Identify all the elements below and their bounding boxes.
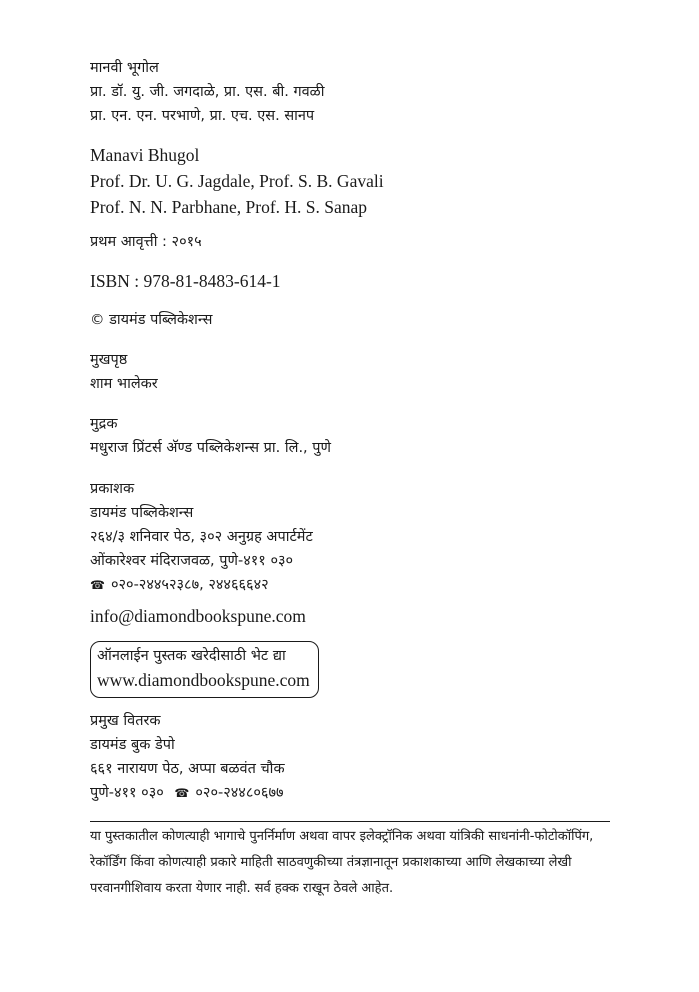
copyright-notice: या पुस्तकातील कोणत्याही भागाचे पुनर्निर्माण अथवा वापर इलेक्ट्रॉनिक अथवा यांत्रिकी साधनांनी-फोटोकॉपिंग, रेकॉर्डिंग किंवा कोणत्याही प्रकारे माहिती साठवणुकीच्या तंत्रज्ञानातून प्रकाशकाच्या आणि लेखकाच्या लेखी परवानगीशिवाय करता येणार नाही. सर्व हक्क राखून ठेवले आहेत.: [90, 829, 594, 896]
printer-credit: [90, 412, 331, 460]
isbn-line: ISBN : 978-81-8483-614-1: [90, 271, 281, 291]
publisher-label: प्रकाशक: [90, 481, 135, 497]
edition-line: प्रथम आवृत्ती : २०१५: [90, 234, 202, 250]
publisher-block: [90, 477, 313, 597]
marathi-title-block: [90, 56, 324, 128]
distributor-phone: ०२०-२४४८०६७७: [195, 785, 284, 801]
authors-marathi-line-2: प्रा. एन. एन. परभाणे, प्रा. एच. एस. सानप: [90, 108, 315, 124]
publisher-phone-line: [90, 573, 313, 597]
distributor-city-phone-line: [90, 781, 285, 805]
copyright-owner: © डायमंड पब्लिकेशन्स: [90, 312, 213, 328]
telephone-icon: ☎: [90, 578, 105, 592]
telephone-icon: ☎: [174, 786, 190, 800]
printer-name: मधुराज प्रिंटर्स अ‍ॅण्ड पब्लिकेशन्स प्रा. लि., पुणे: [90, 440, 331, 456]
online-purchase-text: ऑनलाईन पुस्तक खरेदीसाठी भेट द्या: [97, 648, 286, 664]
english-title-block: [90, 142, 384, 220]
cover-artist: शाम भालेकर: [90, 376, 158, 392]
printer-label: मुद्रक: [90, 416, 118, 432]
distributor-block: [90, 709, 285, 805]
publisher-phone: ०२०-२४४५२३८७, २४४६६६४२: [110, 577, 269, 593]
publisher-email[interactable]: info@diamondbookspune.com: [90, 606, 306, 626]
distributor-city: पुणे-४११ ०३०: [90, 785, 164, 801]
divider-rule: [90, 821, 610, 822]
distributor-label: प्रमुख वितरक: [90, 713, 161, 729]
website-url[interactable]: www.diamondbookspune.com: [97, 670, 310, 690]
publisher-address-2: ओंकारेश्वर मंदिराजवळ, पुणे-४११ ०३०: [90, 553, 294, 569]
online-purchase-box: [90, 641, 319, 698]
publisher-name: डायमंड पब्लिकेशन्स: [90, 505, 194, 521]
cover-label: मुखपृष्ठ: [90, 352, 128, 368]
authors-english-line-1: Prof. Dr. U. G. Jagdale, Prof. S. B. Gavali: [90, 171, 384, 191]
distributor-address: ६६१ नारायण पेठ, अप्पा बळवंत चौक: [90, 761, 285, 777]
publisher-address-1: २६४/३ शनिवार पेठ, ३०२ अनुग्रह अपार्टमेंट: [90, 529, 313, 545]
authors-marathi-line-1: प्रा. डॉ. यु. जी. जगदाळे, प्रा. एस. बी. गवळी: [90, 84, 325, 100]
distributor-name: डायमंड बुक डेपो: [90, 737, 175, 753]
book-title-english: Manavi Bhugol: [90, 145, 200, 165]
cover-credit: [90, 348, 158, 396]
book-title-marathi: मानवी भूगोल: [90, 60, 159, 76]
authors-english-line-2: Prof. N. N. Parbhane, Prof. H. S. Sanap: [90, 197, 368, 217]
